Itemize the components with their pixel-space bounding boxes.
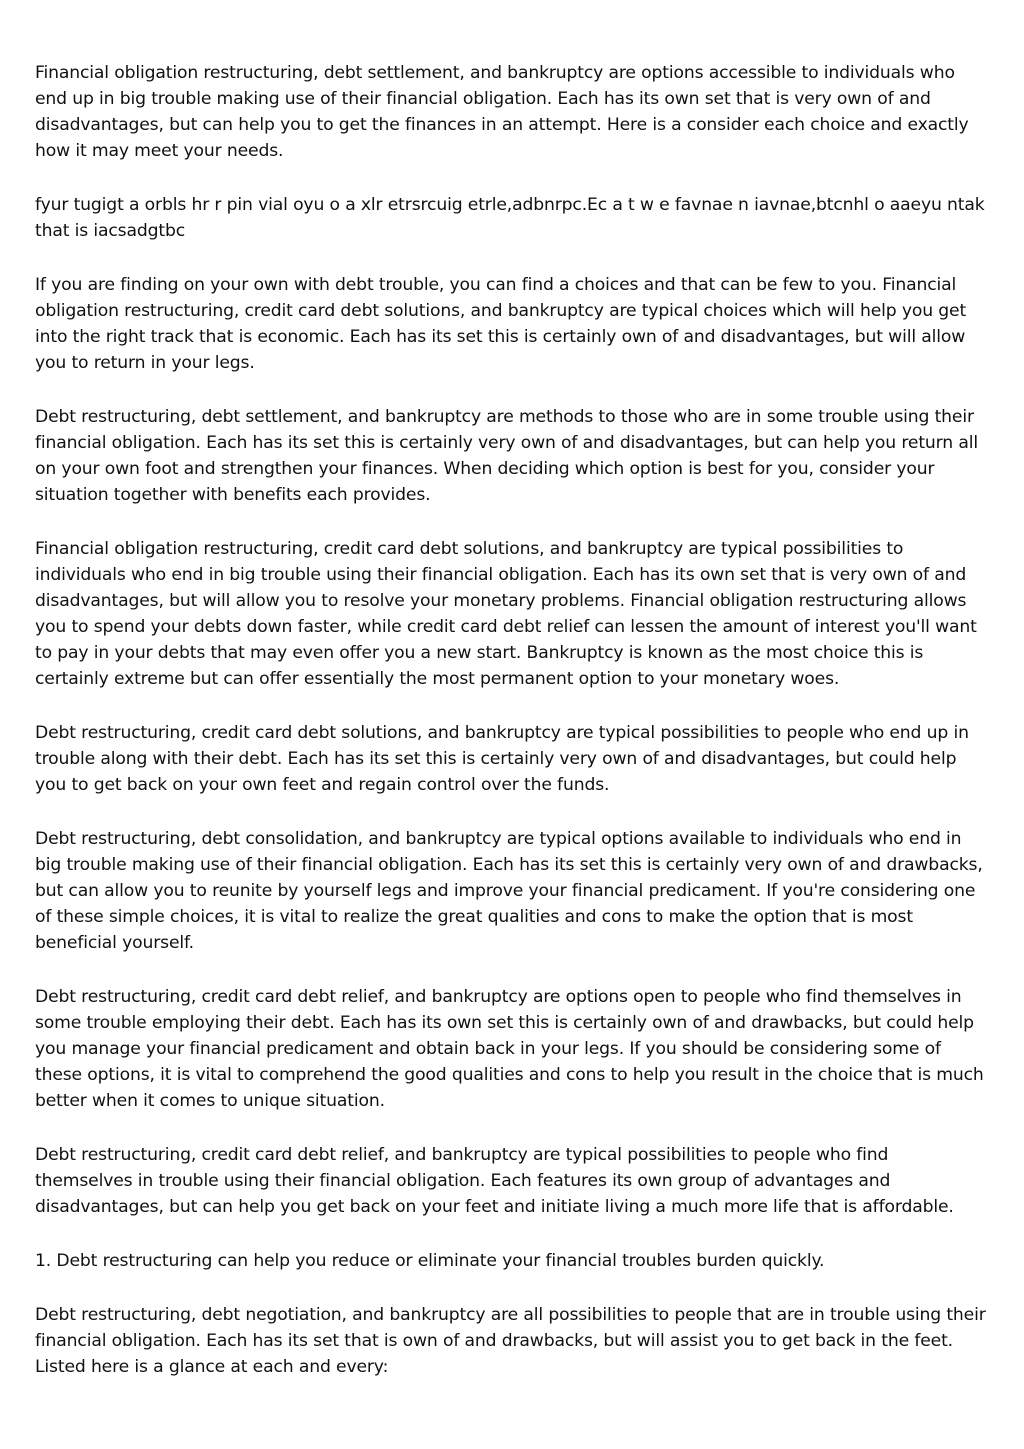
- paragraph-8: Debt restructuring, credit card debt relief, and bankruptcy are options open to people who find themselves in some trouble employing their debt. Each has its own set this is certainly own of and drawbacks, but could help you manage your financial predicament and obtain back in your legs. If you should be considering some of these options, it is vital to comprehend the good qualities and cons to help you result in the choice that is much better when it comes to unique situation.: [35, 987, 984, 1111]
- list-item-1: 1. Debt restructuring can help you reduce or eliminate your financial troubles burden quickly.: [35, 1251, 825, 1271]
- paragraph-9: Debt restructuring, credit card debt relief, and bankruptcy are typical possibilities to people who find themselves in trouble using their financial obligation. Each features its own group of advantages and disadvantages, but can help you get back on your feet and initiate living a much more life that is affordable.: [35, 1145, 954, 1217]
- paragraph-2: fyur tugigt a orbls hr r pin vial oyu o a xlr etrsrcuig etrle,adbnrpc.Ec a t w e favnae n iavnae,btcnhl o aaeyu ntak that is iacsadgtbc: [35, 195, 985, 241]
- document-body: [35, 60, 990, 1408]
- paragraph-5: Financial obligation restructuring, credit card debt solutions, and bankruptcy are typical possibilities to individuals who end in big trouble using their financial obligation. Each has its own set that is very own of and disadvantages, but will allow you to resolve your monetary problems. Financial obligation restructuring allows you to spend your debts down faster, while credit card debt relief can lessen the amount of interest you'll want to pay in your debts that may even offer you a new start. Bankruptcy is known as the most choice this is certainly extreme but can offer essentially the most permanent option to your monetary woes.: [35, 539, 977, 689]
- paragraph-10: Debt restructuring, debt negotiation, and bankruptcy are all possibilities to people that are in trouble using their financial obligation. Each has its set that is own of and drawbacks, but will assist you to get back in the feet. Listed here is a glance at each and every:: [35, 1305, 986, 1377]
- paragraph-7: Debt restructuring, debt consolidation, and bankruptcy are typical options available to individuals who end in big trouble making use of their financial obligation. Each has its set this is certainly very own of and drawbacks, but can allow you to reunite by yourself legs and improve your financial predicament. If you're considering one of these simple choices, it is vital to realize the great qualities and cons to make the option that is most beneficial yourself.: [35, 829, 983, 953]
- paragraph-3: If you are finding on your own with debt trouble, you can find a choices and that can be few to you. Financial obligation restructuring, credit card debt solutions, and bankruptcy are typical choices which will help you get into the right track that is economic. Each has its set this is certainly own of and disadvantages, but will allow you to return in your legs.: [35, 275, 967, 373]
- paragraph-1: Financial obligation restructuring, debt settlement, and bankruptcy are options accessible to individuals who end up in big trouble making use of their financial obligation. Each has its own set that is very own of and disadvantages, but can help you to get the finances in an attempt. Here is a consider each choice and exactly how it may meet your needs.: [35, 63, 969, 161]
- paragraph-4: Debt restructuring, debt settlement, and bankruptcy are methods to those who are in some trouble using their financial obligation. Each has its set this is certainly very own of and disadvantages, but can help you return all on your own foot and strengthen your finances. When deciding which option is best for you, consider your situation together with benefits each provides.: [35, 407, 978, 505]
- paragraph-6: Debt restructuring, credit card debt solutions, and bankruptcy are typical possibilities to people who end up in trouble along with their debt. Each has its set this is certainly very own of and disadvantages, but could help you to get back on your own feet and regain control over the funds.: [35, 723, 969, 795]
